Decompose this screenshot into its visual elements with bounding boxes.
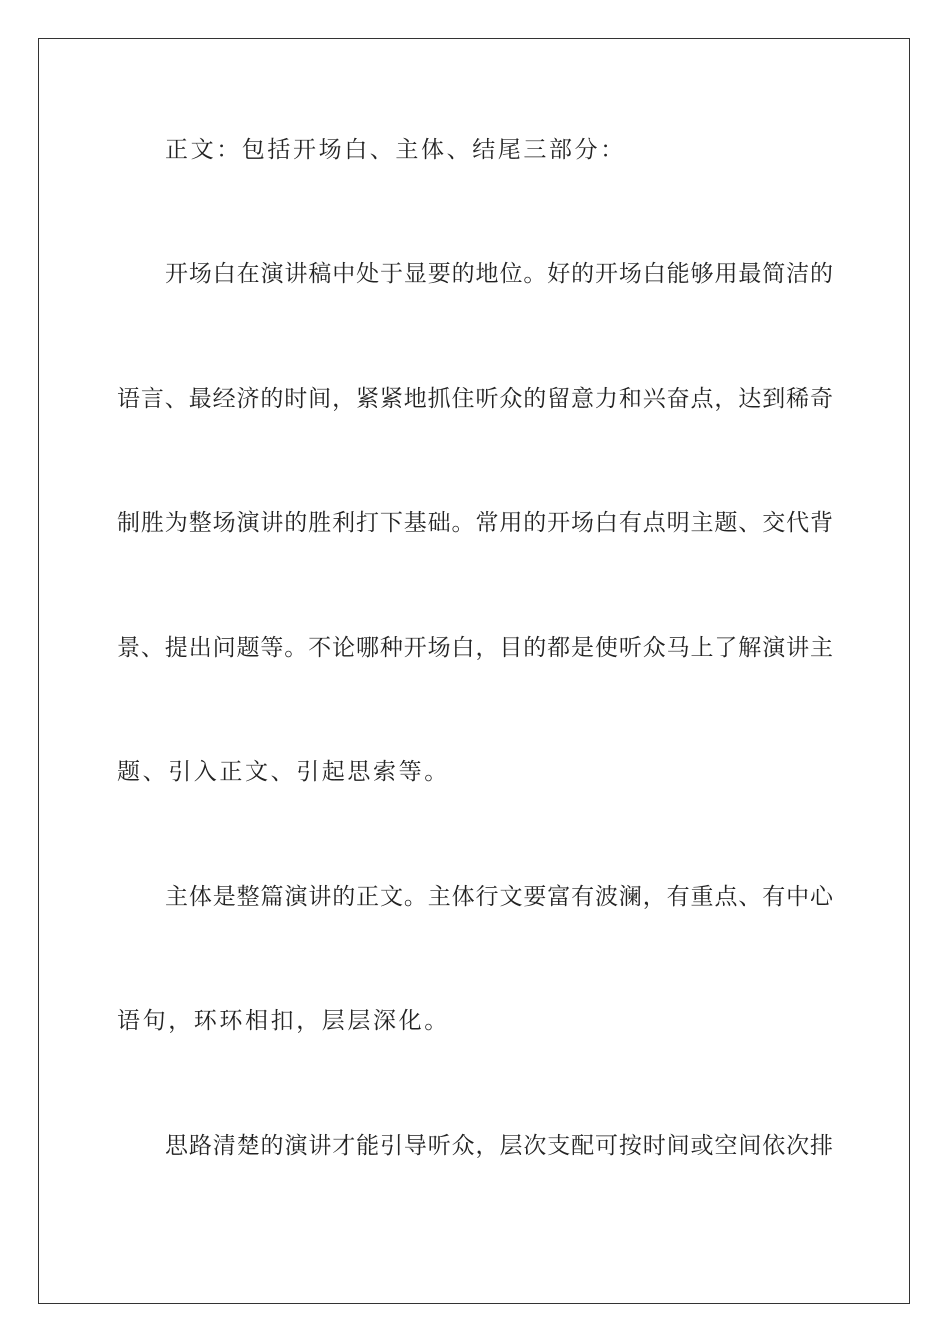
paragraph-3-line-1: 主体是整篇演讲的正文。主体行文要富有波澜，有重点、有中心 bbox=[165, 884, 833, 910]
paragraph-2-line-4: 景、提出问题等。不论哪种开场白，目的都是使听众马上了解演讲主 bbox=[117, 635, 833, 661]
paragraph-3-line-2: 语句，环环相扣，层层深化。 bbox=[117, 1008, 450, 1034]
page-frame bbox=[38, 38, 910, 1304]
paragraph-2-line-1: 开场白在演讲稿中处于显要的地位。好的开场白能够用最简洁的 bbox=[165, 261, 833, 287]
paragraph-2-line-2: 语言、最经济的时间，紧紧地抓住听众的留意力和兴奋点，达到稀奇 bbox=[117, 386, 833, 412]
paragraph-1-line-1: 正文：包括开场白、主体、结尾三部分： bbox=[165, 137, 626, 163]
paragraph-2-line-3: 制胜为整场演讲的胜利打下基础。常用的开场白有点明主题、交代背 bbox=[117, 510, 833, 536]
paragraph-2-line-5: 题、引入正文、引起思索等。 bbox=[117, 759, 450, 785]
paragraph-4-line-1: 思路清楚的演讲才能引导听众，层次支配可按时间或空间依次排 bbox=[165, 1133, 833, 1159]
